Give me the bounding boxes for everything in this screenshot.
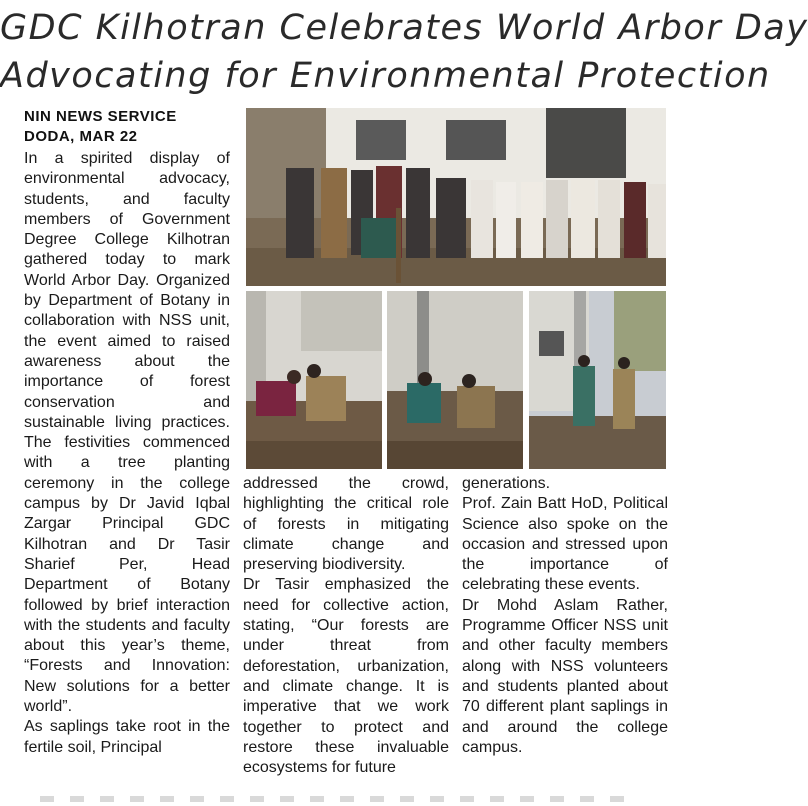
paragraph: addressed the crowd, highlighting the critical role of forests in mitigating climate change and preserving biodiversity. xyxy=(243,475,449,574)
paragraph: Dr Mohd Aslam Rather, Programme Officer NSS unit and other faculty members along with NSS volunteers and students planted about 70 different plant saplings in and around the college campus. xyxy=(462,596,668,756)
group-photo xyxy=(246,108,666,286)
headline-line-1: GDC Kilhotran Celebrates World Arbor Day xyxy=(0,8,808,48)
paragraph: Dr Tasir emphasized the need for collective action, stating, “Our forests are under threat from deforestation, urbanization, and climate change. It is imperative that we work together to protect and restore these invaluable ecosystems for future xyxy=(243,576,449,777)
news-agency: NIN NEWS SERVICE xyxy=(24,108,177,125)
paragraph: Prof. Zain Batt HoD, Political Science also spoke on the occasion and stressed upon the importance of celebrating these events. xyxy=(462,495,668,594)
headline-line-2: Advocating for Environmental Protection xyxy=(0,56,771,96)
planting-photo-2 xyxy=(387,291,523,469)
paragraph: As saplings take root in the fertile soil, Principal xyxy=(24,718,230,756)
dateline: DODA, MAR 22 xyxy=(24,128,138,145)
next-article-cutoff xyxy=(40,796,640,802)
planting-photo-1 xyxy=(246,291,382,469)
article-column-3 xyxy=(462,474,668,758)
planting-photo-3 xyxy=(529,291,666,469)
article-column-1 xyxy=(24,149,230,758)
paragraph: generations. xyxy=(462,475,551,492)
article-column-2 xyxy=(243,474,449,778)
paragraph: In a spirited display of environmental advocacy, students, and faculty members of Government Degree College Kilhotran gathered today to mark World Arbor Day. Organized by Department of Botany in collaboration with NSS unit, the event aimed to raised awareness about the importance of forest conservation and sustainable living practices. The festivities commenced with a tree planting ceremony in the college campus by Dr Javid Iqbal Zargar Principal GDC Kilhotran and Dr Tasir Sharief Per, Head Department of Botany followed by brief interaction with the students and faculty about this year’s theme, “Forests and Innovation: New solutions for a better world”. xyxy=(24,150,230,716)
